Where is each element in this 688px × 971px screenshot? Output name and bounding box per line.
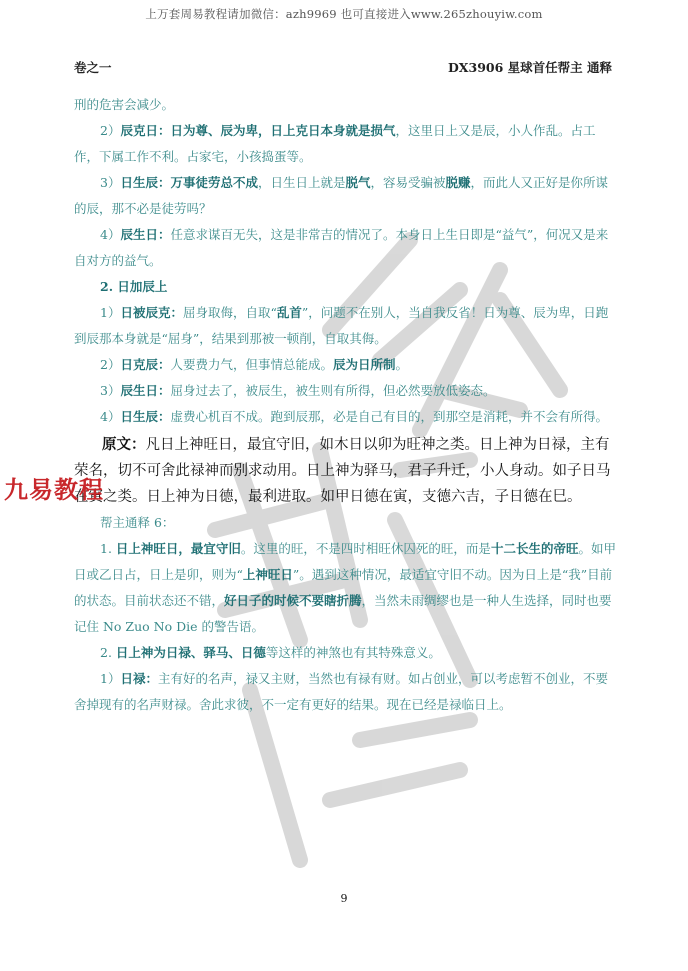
commentary-item-1 [74,536,618,640]
item-key: 日禄： [120,671,158,686]
page-body [74,92,618,718]
item-bold: 脱气 [345,175,371,190]
item-bold: 脱赚 [445,175,471,190]
item-text: 人要费力气，但事情总能成。 [170,357,333,372]
section-heading: 2. 日加辰上 [100,279,168,294]
item-key: 日被辰克： [120,305,183,320]
item-text: ，容易受骗被 [370,175,446,190]
item-ri-ke-chen [74,352,618,378]
item-chen-sheng-ri-2 [74,378,618,404]
item-text: ，日生日上就是 [257,175,346,190]
top-banner: 上万套周易教程请加微信：azh9969 也可直接进入www.265zhouyiw.com [145,7,543,21]
item-text: 。 [395,357,409,372]
original-body: 凡日上神旺日，最宜守旧，如木日以卯为旺神之类。日上神为日禄，主有荣名，切不可舍此禄神而别求动用。日上神为驿马，君子升迁，小人身动。如子日马在寅之类。日上神为日德，最利进取。如甲日德在寅，支德六吉，子日德在巳。 [74,437,611,505]
item-chen-ke-ri [74,118,618,170]
item-bold: 十二长生的帝旺 [490,541,579,556]
item-bold: 好日子的时候不要瞎折腾 [224,593,362,608]
item-number: 3） [100,383,121,398]
commentary-title: 帮主通释 6： [100,515,175,530]
item-text: 虚费心机百不成。跑到辰那，必是自己有目的，到那空是消耗，并不会有所得。 [170,409,608,424]
item-key: 日生辰： [120,175,171,190]
item-number: 4） [100,409,121,424]
chapter-header: 卷之一 [74,60,112,75]
item-number: 1） [100,671,121,686]
item-bold: 上神旺日 [242,567,293,582]
item-number: 2） [100,123,121,138]
commentary-item-rilu [74,666,618,718]
item-text: ”，问题不在别人，当自我反省！日为尊、辰为卑，日跑到辰那本身就是“屈身”，结果到那被一顿削，自取其侮。 [74,305,609,346]
item-text: ，当然未雨绸缪也是一种人生选择，同时也要记住 No Zuo No Die 的警告语。 [74,593,612,634]
item-chen-sheng-ri [74,222,618,274]
item-text: ”。遇到这种情况，最适宜守旧不动。因为日上是“我”目前的状态。目前状态还不错， [74,567,613,608]
item-key: 日克辰： [120,357,171,372]
book-title-header: DX3906 星球首任帮主 通释 [447,60,612,75]
item-number: 1. [100,541,116,556]
item-key: 辰生日： [120,383,171,398]
page-number: 9 [340,892,348,905]
item-text: ，这里日上又是辰，小人作乱。占工作，下属工作不利。占家宅，小孩捣蛋等。 [74,123,596,164]
item-number: 3） [100,175,121,190]
item-bold: 乱首 [276,305,302,320]
item-text: 主有好的名声，禄又主财，当然也有禄有财。如占创业，可以考虑暂不创业，不要舍掉现有的名声财禄。舍此求彼，不一定有更好的结果。现在已经是禄临日上。 [74,671,608,712]
item-bold: 日为尊、辰为卑，日上克日本身就是损气 [170,123,396,138]
item-text: 任意求谋百无失，这是非常吉的情况了。本身日上生日即是“益气”，何况又是来自对方的益气。 [74,227,609,268]
item-number: 1） [100,305,121,320]
item-text: 屈身取侮，自取“ [182,305,277,320]
item-ri-sheng-chen-2 [74,404,618,430]
item-number: 4） [100,227,121,242]
original-label: 原文： [102,436,146,453]
watermark-logo: 九易教程 [4,476,104,504]
commentary-item-2 [74,640,618,666]
item-bold: 万事徒劳总不成 [170,175,258,190]
item-number: 2） [100,357,121,372]
item-bold: 辰为日所制 [332,357,396,372]
item-bold: 日上神旺日，最宜守旧 [115,541,241,556]
item-ri-sheng-chen [74,170,618,222]
item-bold: 日上神为日禄、驿马、日德 [115,645,266,660]
original-text [74,432,618,510]
item-number: 2. [100,645,116,660]
item-text: 等这样的神煞也有其特殊意义。 [265,645,441,660]
item-text: 。这里的旺，不是四时相旺休囚死的旺，而是 [240,541,491,556]
item-text: 。如甲日或乙日占，日上是卯，则为“ [74,541,616,582]
item-ri-bei-chen-ke [74,300,618,352]
item-text: ，而此人又正好是你所谋的辰，那不必是徒劳吗？ [74,175,609,216]
item-key: 辰克日： [120,123,171,138]
item-text: 屈身过去了，被辰生，被生则有所得，但必然要放低姿态。 [170,383,496,398]
paragraph-continuation: 刑的危害会减少。 [74,97,175,112]
item-key: 辰生日： [120,227,171,242]
item-key: 日生辰： [120,409,171,424]
